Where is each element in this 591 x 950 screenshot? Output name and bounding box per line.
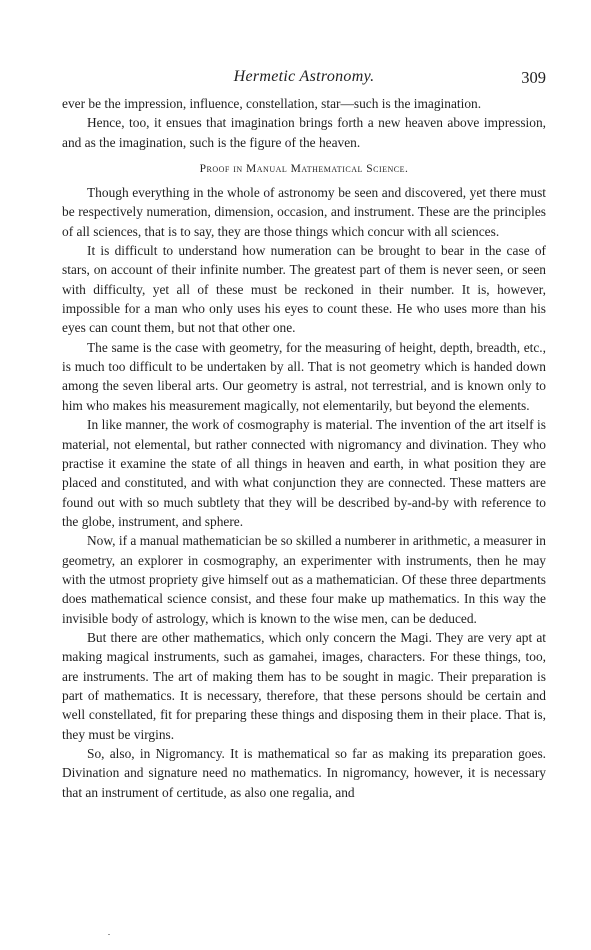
book-page	[62, 60, 546, 802]
paragraph: But there are other mathematics, which only concern the Magi. They are very apt at making magical instruments, such as gamahei, images, characters. For these things, too, are instruments. The art of making them has to be sought in magic. Their preparation is part of mathematics. It is necessary, therefore, that these persons should be certain and well constellated, fit for preparing these things and disposing them in their place. That is, they must be virgins.	[62, 629, 546, 742]
paragraph: Now, if a manual mathematician be so skilled a numberer in arithmetic, a measurer in geometry, an explorer in cosmography, an experimenter with instruments, then he may with the utmost propriety give himself out as a mathematician. Of these three departments does mathematical science consist, and these four make up mathematics. In this way the invisible body of astrology, which is known to the wise men, can be deduced.	[62, 533, 546, 626]
paragraph: So, also, in Nigromancy. It is mathematical so far as making its preparation goes. Divination and signature need no mathematics. In nigromancy, however, it is necessary that an instrument of certitude, as also one regalia, and	[62, 746, 546, 800]
paragraph: It is difficult to understand how numeration can be brought to bear in the case of stars, on account of their infinite number. The greatest part of them is never seen, or seen with difficulty, yet all of these must be reckoned in their number. It is, however, impossible for a man who only uses his eyes to count these. He who uses more than his eyes can count them, but not that other one.	[62, 243, 546, 336]
body-text	[62, 94, 546, 802]
print-speck	[108, 934, 110, 935]
page-header	[62, 60, 546, 94]
page-number: 309	[521, 68, 546, 87]
paragraph: ever be the impression, influence, constellation, star—such is the imagination.	[62, 96, 482, 111]
running-title: Hermetic Astronomy.	[233, 68, 375, 85]
paragraph: Though everything in the whole of astronomy be seen and discovered, yet there must be respectively numeration, dimension, occasion, and instrument. These are the principles of all sciences, that is to say, they are those things which concur with all sciences.	[62, 185, 546, 239]
section-heading: Proof in Manual Mathematical Science.	[199, 163, 409, 176]
paragraph: Hence, too, it ensues that imagination brings forth a new heaven above impression, and as the imagination, such is the figure of the heaven.	[62, 115, 546, 150]
paragraph: In like manner, the work of cosmography is material. The invention of the art itself is material, not elemental, but rather connected with nigromancy and divination. They who practise it examine the state of all things in heaven and earth, in what position they are placed and constituted, and with what conjunction they are connected. These matters are found out with so much subtlety that they will be described by-and-by with reference to the globe, instrument, and sphere.	[62, 417, 546, 529]
paragraph: The same is the case with geometry, for the measuring of height, depth, breadth, etc., is much too difficult to be undertaken by all. That is not geometry which is handed down among the seven liberal arts. Our geometry is astral, not terrestrial, and is known only to him who makes his measurement magically, not elementarily, but beyond the elements.	[62, 339, 546, 413]
